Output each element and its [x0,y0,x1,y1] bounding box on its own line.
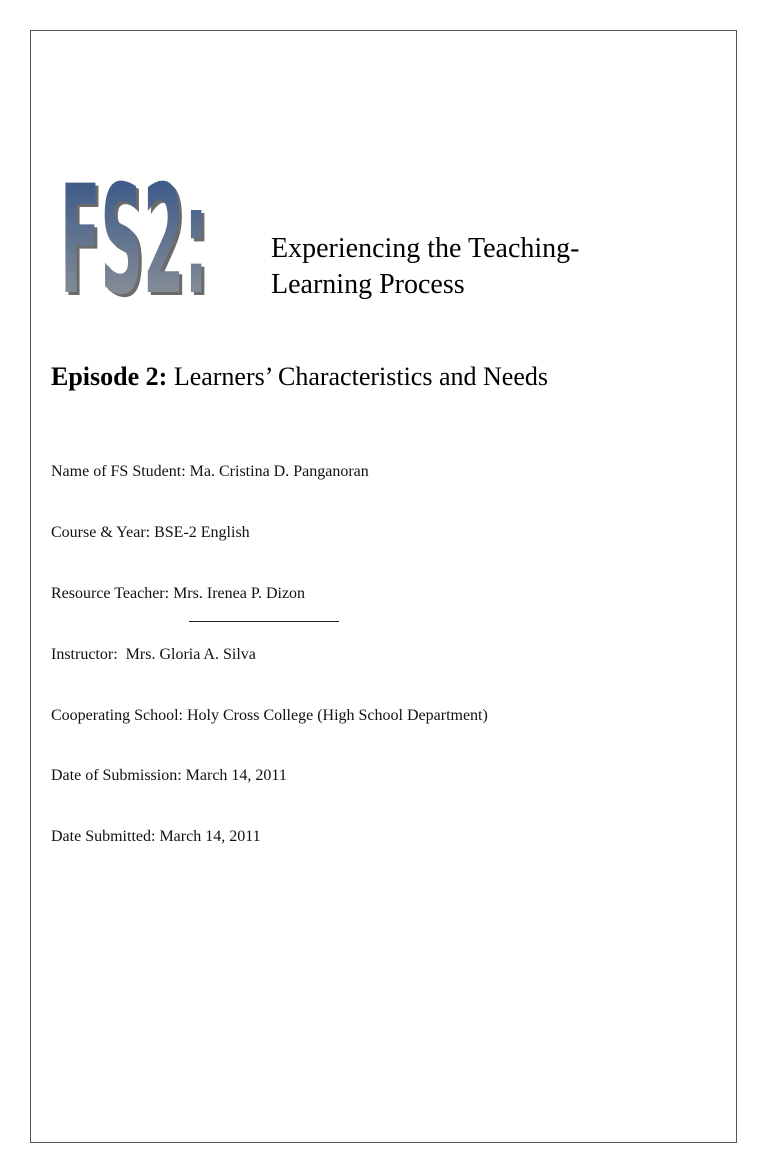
field-label: Cooperating School: [51,707,183,724]
field-student-name [51,462,369,482]
episode-label: Episode 2: [51,362,168,391]
episode-heading [51,360,548,394]
field-value: Ma. Cristina D. Panganoran [189,463,369,480]
field-cooperating-school [51,706,488,726]
signature-line [189,621,339,622]
field-label: Date Submitted: [51,828,156,845]
field-value: March 14, 2011 [159,828,261,845]
field-value: Holy Cross College (High School Department) [186,707,488,724]
fs2-logo-shadow: FS2: [63,160,211,305]
fs2-logo-graphic [58,160,218,305]
subtitle-line-1: Experiencing the Teaching- [271,233,580,264]
field-label: Date of Submission: [51,767,182,784]
episode-title: Learners’ Characteristics and Needs [173,362,548,391]
field-date-submitted [51,827,261,847]
field-course-year [51,523,250,543]
fs2-logo-text: FS2: [60,160,208,305]
field-value: Mrs. Gloria A. Silva [125,646,256,663]
field-resource-teacher [51,584,305,604]
field-value: March 14, 2011 [185,767,287,784]
field-label: Name of FS Student: [51,463,186,480]
field-value: Mrs. Irenea P. Dizon [173,585,306,602]
field-instructor [51,645,256,665]
field-label: Instructor: [51,646,118,663]
subtitle-line-2: Learning Process [271,269,465,300]
field-label: Resource Teacher: [51,585,170,602]
field-date-of-submission [51,766,287,786]
fs2-logo [58,160,218,305]
document-subtitle [271,231,671,303]
field-value: BSE-2 English [154,524,250,541]
field-label: Course & Year: [51,524,151,541]
